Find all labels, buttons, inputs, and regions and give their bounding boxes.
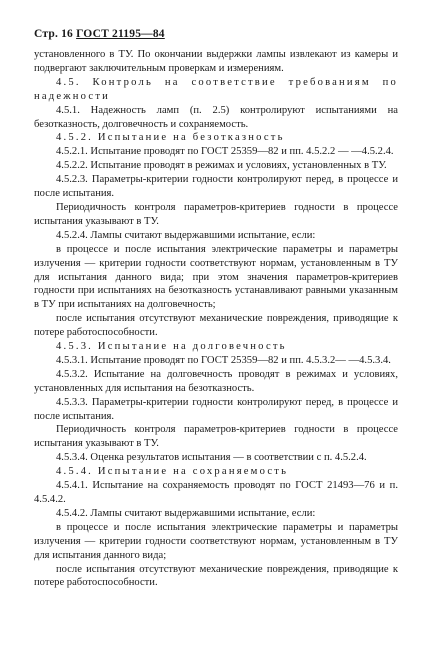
- paragraph: в процессе и после испытания электрические параметры и параметры излучения — критерии годности соответствуют нормам, установленным в ТУ для испытания данного вида;: [34, 521, 398, 561]
- section-heading: 4.5.2. Испытание на безотказность: [56, 132, 285, 144]
- paragraph: 4.5.2.4. Лампы считают выдержавшими испытание, если:: [56, 229, 316, 241]
- paragraph: Периодичность контроля параметров-критериев годности в процессе испытания указывают в ТУ.: [34, 424, 398, 450]
- paragraph: 4.5.4.2. Лампы считают выдержавшими испытание, если:: [56, 507, 316, 519]
- paragraph: после испытания отсутствуют механические повреждения, приводящие к потере работоспособности.: [34, 563, 398, 589]
- paragraph: 4.5.3.4. Оценка результатов испытания — в соответствии с п. 4.5.2.4.: [56, 452, 367, 464]
- paragraph: Периодичность контроля параметров-критериев годности в процессе испытания указывают в ТУ.: [34, 201, 398, 227]
- paragraph: 4.5.2.2. Испытание проводят в режимах и условиях, установленных в ТУ.: [56, 160, 387, 172]
- paragraph: 4.5.3.2. Испытание на долговечность проводят в режимах и условиях, установленных для испытания на безотказность.: [34, 368, 398, 394]
- paragraph: после испытания отсутствуют механические повреждения, приводящие к потере работоспособности.: [34, 313, 398, 339]
- paragraph: в процессе и после испытания электрические параметры и параметры излучения — критерии годности соответствуют нормам, установленным в ТУ для испытания данного вида; при этом значения параметров-критериев годности при испытаниях на безотказность устанавливают равными указанным в ТУ при испытаниях на долговечность;: [34, 243, 398, 311]
- paragraph: 4.5.4.1. Испытание на сохраняемость проводят по ГОСТ 21493—76 и п. 4.5.4.2.: [34, 480, 398, 505]
- paragraph: 4.5.2.1. Испытание проводят по ГОСТ 25359—82 и пп. 4.5.2.2 — —4.5.2.4.: [56, 146, 394, 158]
- paragraph: установленного в ТУ. По окончании выдержки лампы извлекают из камеры и подвергают заключительным проверкам и измерениям.: [34, 49, 398, 74]
- standard-number: ГОСТ 21195—84: [76, 28, 165, 40]
- page-number: Стр. 16: [34, 28, 73, 40]
- page-header: [34, 28, 165, 40]
- paragraph: 4.5.3.1. Испытание проводят по ГОСТ 25359—82 и пп. 4.5.3.2— —4.5.3.4.: [56, 354, 391, 366]
- paragraph: 4.5.3.3. Параметры-критерии годности контролируют перед, в процессе и после испытания.: [34, 396, 398, 422]
- section-heading: 4.5.4. Испытание на сохраняемость: [56, 466, 289, 478]
- section-heading: 4.5. Контроль на соответствие требованиям по надежности: [34, 76, 398, 102]
- paragraph: 4.5.2.3. Параметры-критерии годности контролируют перед, в процессе и после испытания.: [34, 174, 398, 200]
- paragraph: 4.5.1. Надежность ламп (п. 2.5) контролируют испытаниями на безотказность, долговечность и сохраняемость.: [34, 104, 398, 130]
- section-heading: 4.5.3. Испытание на долговечность: [56, 341, 287, 353]
- document-body: [34, 48, 398, 590]
